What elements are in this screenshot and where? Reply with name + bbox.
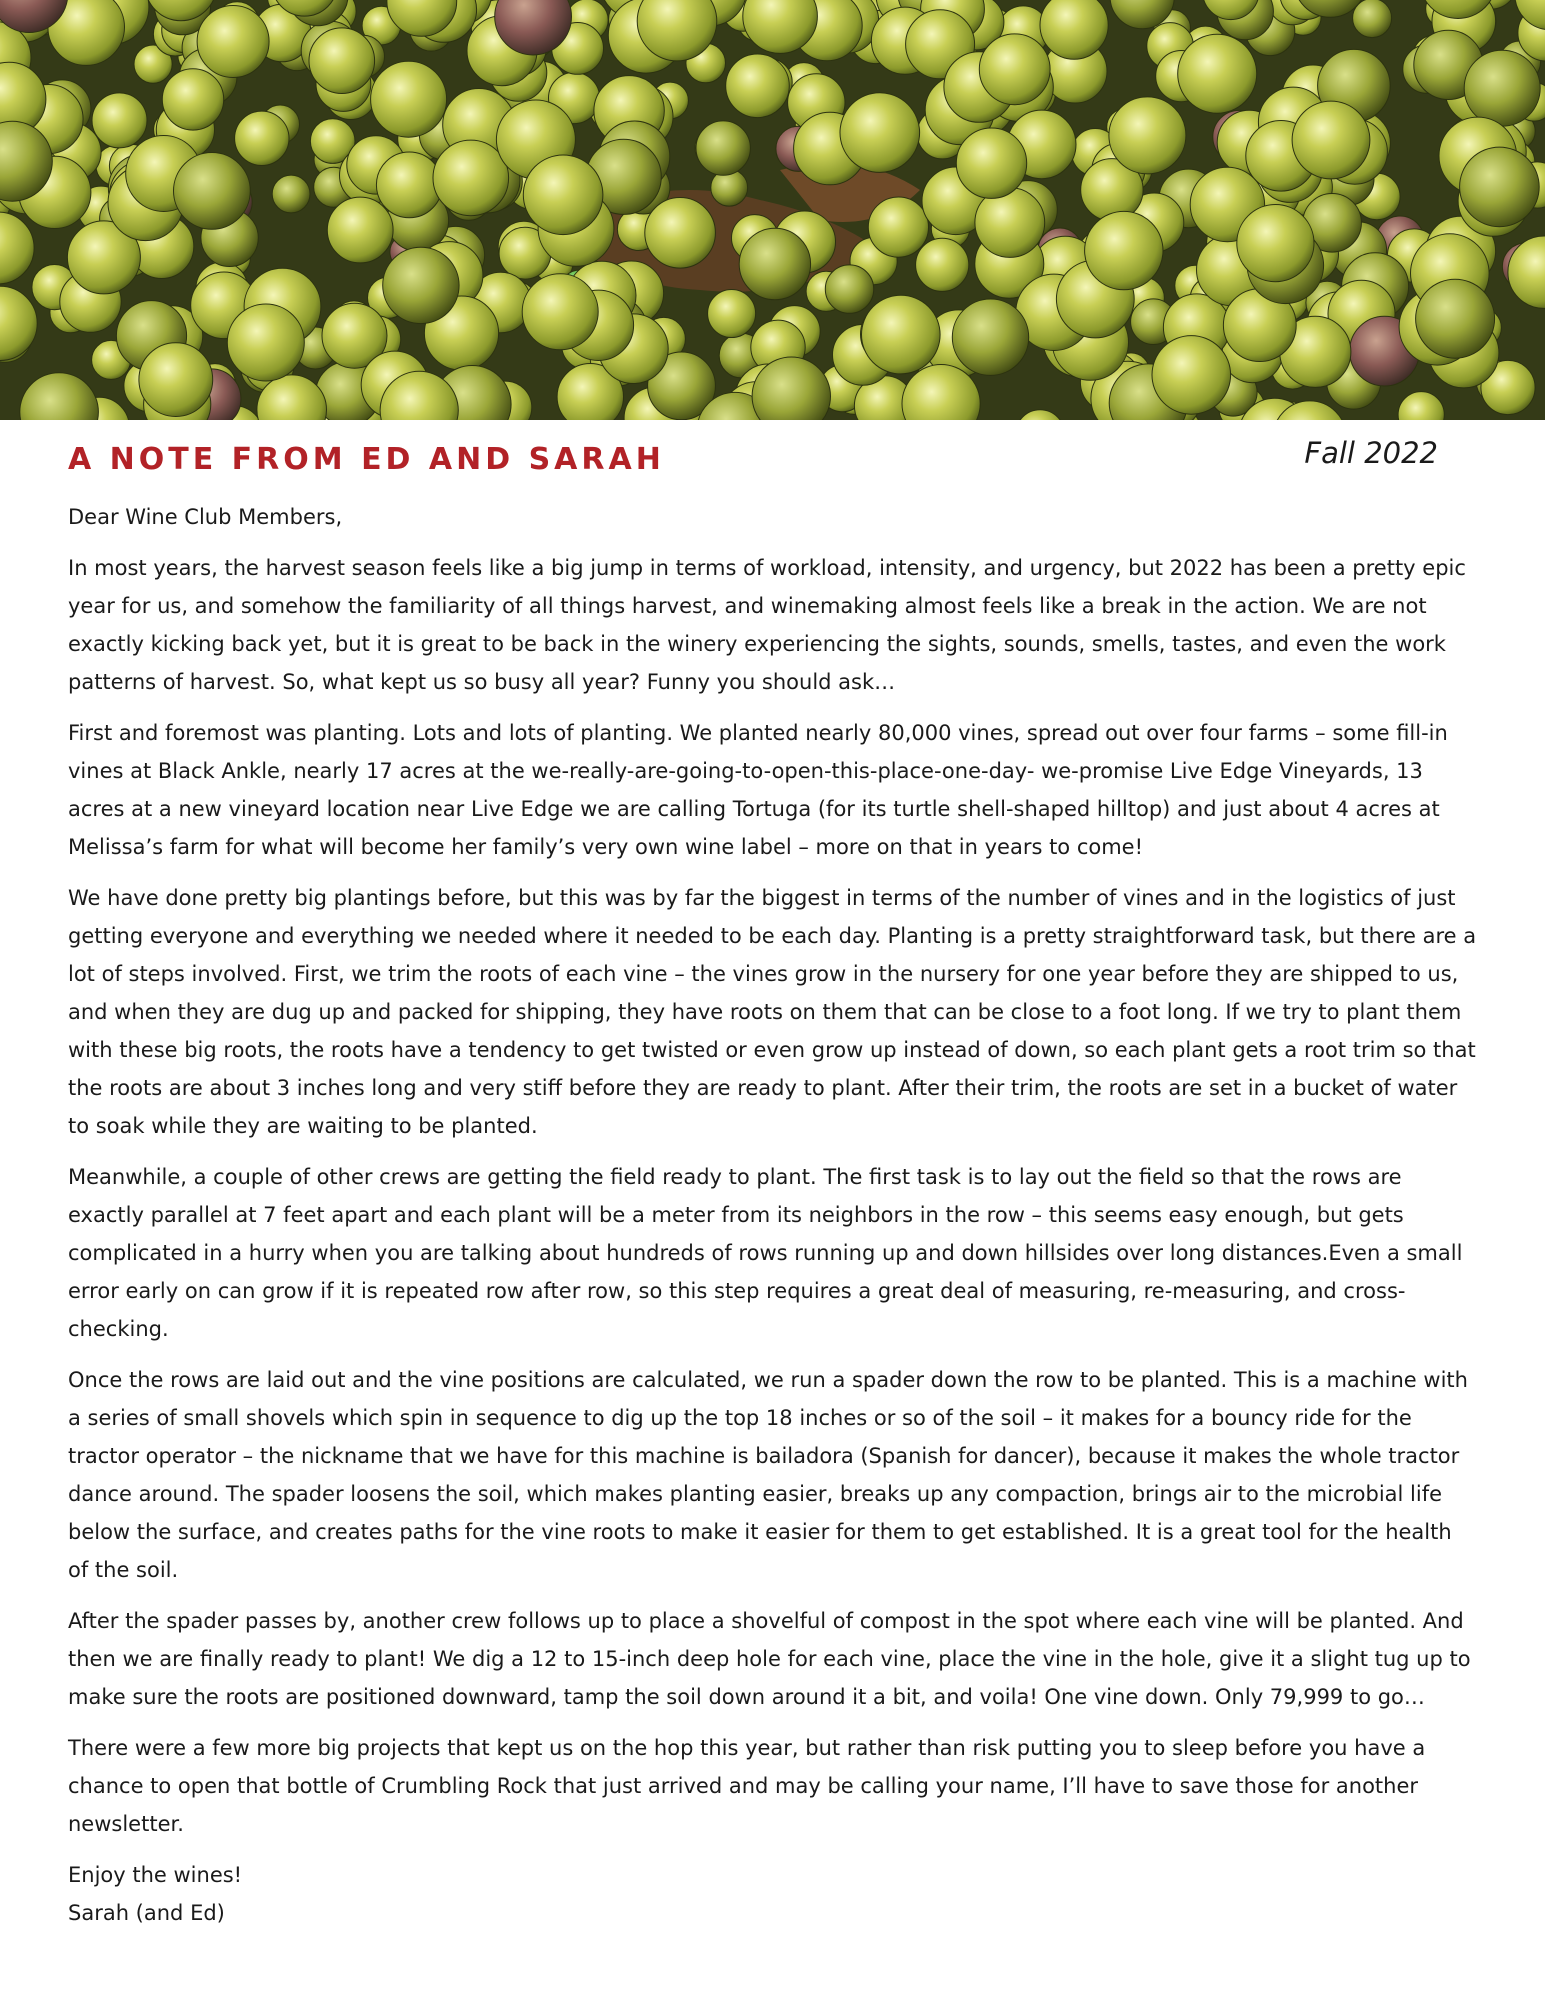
grape [522, 274, 598, 350]
grape [840, 93, 920, 173]
season-label: Fall 2022 [1304, 436, 1438, 470]
grape [1416, 279, 1495, 358]
grape [1152, 336, 1231, 415]
grape [868, 197, 928, 257]
grape [696, 121, 750, 175]
grape [309, 28, 375, 94]
grape [197, 6, 269, 78]
signature: Sarah (and Ed) [68, 1901, 225, 1925]
grape [825, 265, 873, 313]
grape [952, 299, 1028, 375]
salutation: Dear Wine Club Members, [68, 505, 343, 529]
grape [327, 197, 393, 263]
grape [523, 155, 603, 235]
grape [174, 153, 251, 230]
hero-image [0, 0, 1545, 420]
grape [1237, 205, 1314, 282]
grape [139, 343, 213, 417]
grape [1353, 0, 1392, 38]
grape [739, 228, 810, 299]
grape [1085, 211, 1163, 289]
paragraph: First and foremost was planting. Lots and lots of planting. We planted nearly 80,000 vines, spread out over four farms – some fill-in vines at Black Ankle, nearly 17 acres at the we-really-are-going-to-open-this-place-one-day- we-promise Live Edge Vineyards, 13 acres at a new vineyard location near Live Edge we are calling Tortuga (for its turtle shell-shaped hilltop) and just about 4 acres at Melissa’s farm for what will become her family’s very own wine label – more on that in years to come! [68, 721, 1448, 859]
paragraph: Once the rows are laid out and the vine positions are calculated, we run a spader down the row to be planted. This is a machine with a series of small shovels which spin in sequence to dig up the top 18 inches or so of the soil – it makes for a bouncy ride for the tractor operator – the nickname that we have for this machine is bailadora (Spanish for dancer), because it makes the whole tractor dance around. The spader loosens the soil, which makes planting easier, breaks up any compaction, brings air to the microbial life below the surface, and creates paths for the vine roots to make it easier for them to get established. It is a great tool for the health of the soil. [68, 1368, 1468, 1582]
letter-body [68, 498, 1478, 1932]
grape [383, 247, 459, 323]
grape [862, 295, 941, 374]
paragraph: After the spader passes by, another crew follows up to place a shovelful of compost in the spot where each vine will be planted. And then we are finally ready to plant! We dig a 12 to 15-inch deep hole for each vine, place the vine in the hole, give it a slight tug up to make sure the roots are positioned downward, tamp the soil down around it a bit, and voila! One vine down. Only 79,999 to go… [68, 1609, 1471, 1709]
grape [979, 34, 1050, 105]
grape [162, 69, 223, 130]
grape [371, 61, 447, 137]
grape [956, 128, 1026, 198]
grape [227, 304, 304, 381]
grape [235, 111, 289, 165]
grape [916, 238, 969, 291]
grape [1464, 50, 1540, 126]
grape [726, 54, 790, 118]
paragraph: In most years, the harvest season feels like a big jump in terms of workload, intensity, and urgency, but 2022 has been a pretty epic year for us, and somehow the familiarity of all things harvest, and winemaking almost feels like a break in the action. We are not exactly kicking back yet, but it is great to be back in the winery experiencing the sights, sounds, smells, tastes, and even the work patterns of harvest. So, what kept us so busy all year? Funny you should ask… [68, 556, 1466, 694]
closing-line: Enjoy the wines! [68, 1863, 243, 1887]
grape [1178, 34, 1257, 113]
grape [1460, 147, 1540, 227]
grape [708, 290, 756, 338]
paragraph: Meanwhile, a couple of other crews are getting the field ready to plant. The first task is to lay out the field so that the rows are exactly parallel at 7 feet apart and each plant will be a meter from its neighbors in the row – this seems easy enough, but gets complicated in a hurry when you are talking about hundreds of rows running up and down hillsides over long distances.Even a small error early on can grow if it is repeated row after row, so this step requires a great deal of measuring, re-measuring, and cross-checking. [68, 1165, 1463, 1341]
grape [1292, 101, 1370, 179]
grape [645, 198, 716, 269]
page-title: A NOTE FROM ED AND SARAH [68, 442, 665, 477]
paragraph: There were a few more big projects that kept us on the hop this year, but rather than risk putting you to sleep before you have a chance to open that bottle of Crumbling Rock that just arrived and may be calling your name, I’ll have to save those for another newsletter. [68, 1736, 1426, 1836]
heading-row [68, 436, 1438, 486]
grape [433, 140, 509, 216]
grape [1109, 97, 1186, 174]
grape [272, 175, 310, 213]
grape [92, 93, 147, 148]
grape [376, 152, 442, 218]
paragraph: We have done pretty big plantings before, but this was by far the biggest in terms of the number of vines and in the logistics of just getting everyone and everything we needed where it needed to be each day. Planting is a pretty straightforward task, but there are a lot of steps involved. First, we trim the roots of each vine – the vines grow in the nursery for one year before they are shipped to us, and when they are dug up and packed for shipping, they have roots on them that can be close to a foot long. If we try to plant them with these big roots, the roots have a tendency to get twisted or even grow up instead of down, so each plant gets a root trim so that the roots are about 3 inches long and very stiff before they are ready to plant. After their trim, the roots are set in a bucket of water to soak while they are waiting to be planted. [68, 886, 1477, 1138]
closing-block [68, 1856, 1478, 1932]
